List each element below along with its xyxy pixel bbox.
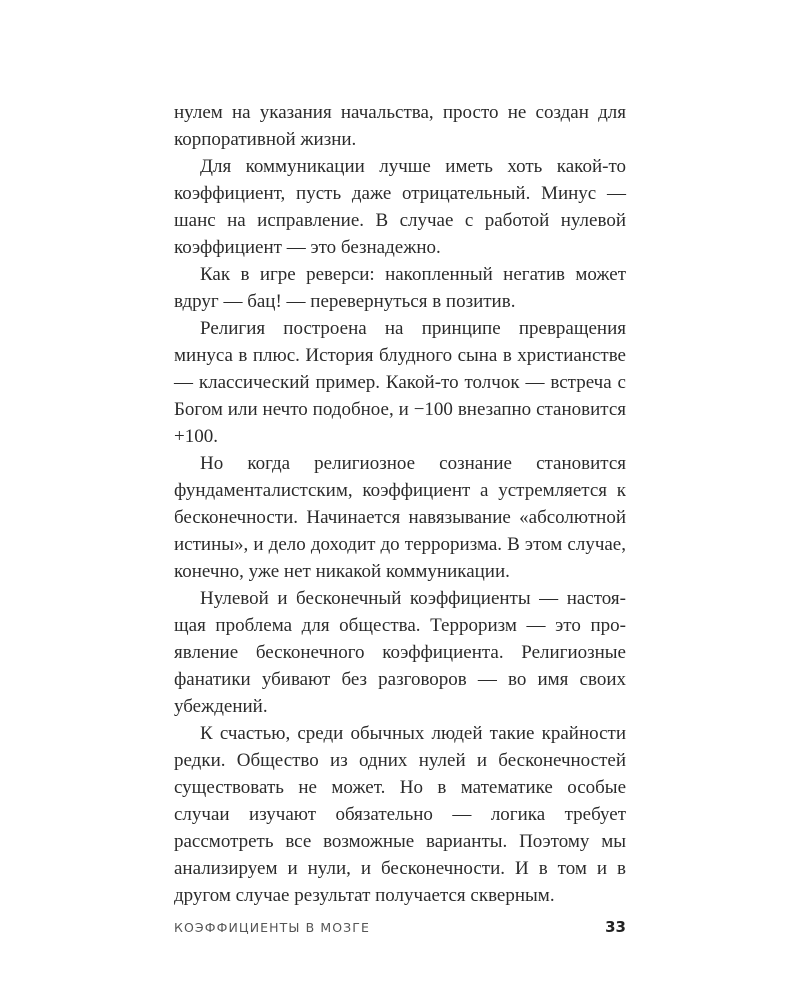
body-text <box>174 99 626 909</box>
paragraph-5: Но когда религиозное сознание становится фундаменталистским, коэффициент a устремляется к бесконечности. Начинается навязывание «абсолютной истины», и дело доходит до терроризма. В этом случае, конечно, уже нет никакой коммуникации. <box>174 453 626 582</box>
paragraph-7: К счастью, среди обычных людей такие крайности редки. Общество из одних нулей и бесконечностей существовать не может. Но в математике особые случаи изучают обязательно — логика требует рассмотреть все возможные варианты. Поэтому мы анализируем и нули, и бесконечности. И в том и в другом случае результат получается скверным. <box>174 723 626 906</box>
paragraph-1: нулем на указания начальства, просто не создан для корпоративной жизни. <box>174 102 626 150</box>
page-number: 33 <box>605 918 626 936</box>
paragraph-3: Как в игре реверси: накопленный негатив может вдруг — бац! — перевернуться в позитив. <box>174 264 626 312</box>
running-head: КОЭФФИЦИЕНТЫ В МОЗГЕ <box>174 920 371 935</box>
paragraph-6: Нулевой и бесконечный коэффициенты — настоящая проблема для общества. Терроризм — это проявление бесконечного коэффициента. Религиозные фанатики убивают без разговоров — во имя своих убеждений. <box>174 588 626 717</box>
paragraph-4: Религия построена на принципе превращения минуса в плюс. История блудного сына в христианстве — классический пример. Какой-то толчок — встреча с Богом или нечто подобное, и −100 внезапно становится +100. <box>174 318 626 447</box>
paragraph-2: Для коммуникации лучше иметь хоть какой-то коэффициент, пусть даже отрицательный. Минус — шанс на исправление. В случае с работой нулевой коэффициент — это безнадежно. <box>174 156 626 258</box>
page-footer <box>174 918 626 940</box>
